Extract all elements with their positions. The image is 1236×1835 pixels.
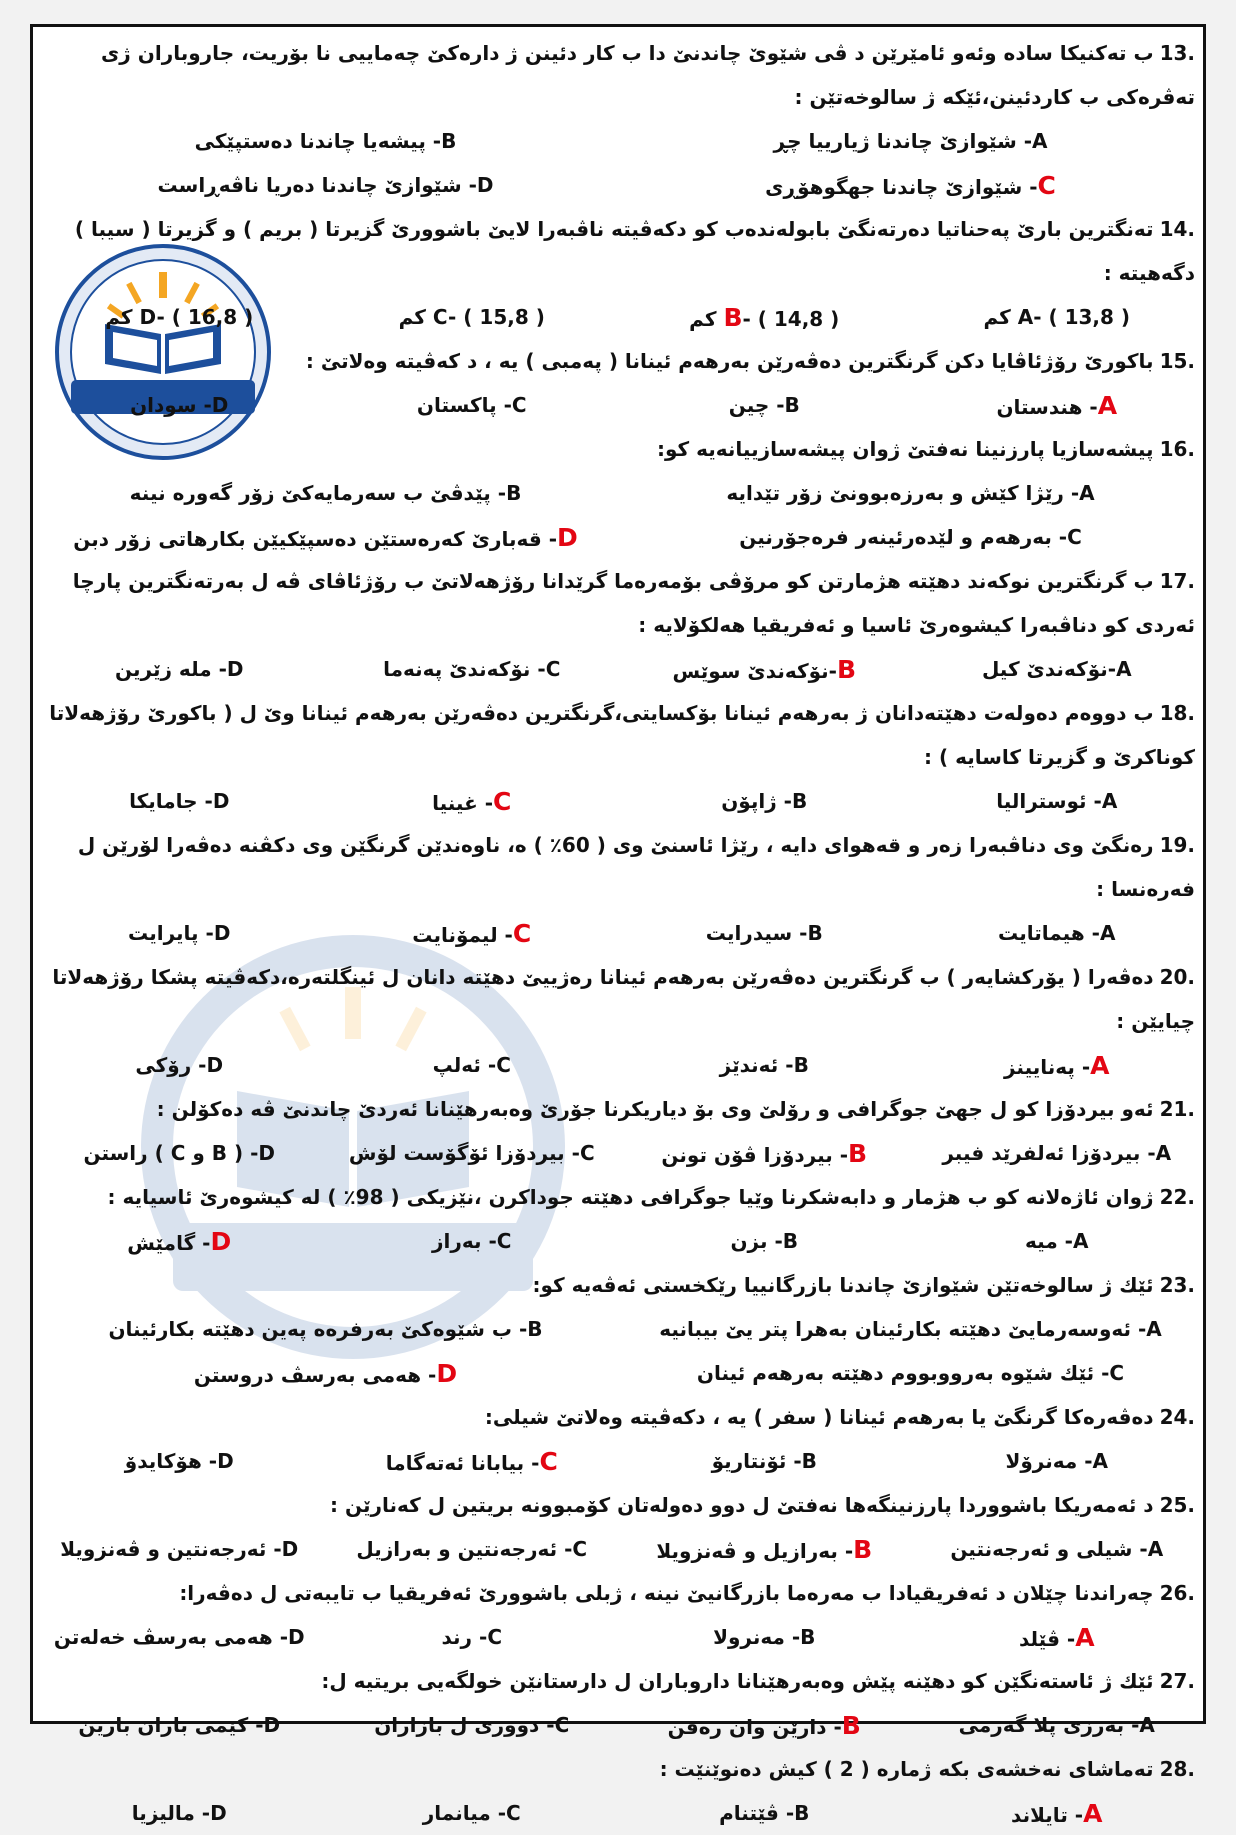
question-stem: [33, 955, 1203, 1043]
option-text: - رند: [441, 1625, 488, 1649]
option-letter: A: [1099, 921, 1116, 945]
option-d[interactable]: [33, 523, 618, 552]
option-letter: D: [217, 1449, 234, 1473]
option-text: - میە: [1025, 1229, 1073, 1253]
option-text: - بیردۆزا ئۆگۆست لۆش: [348, 1141, 580, 1165]
option-a[interactable]: [911, 921, 1204, 945]
option-letter: C: [539, 1446, 558, 1476]
option-a[interactable]: [618, 129, 1203, 153]
option-text: - میانمار: [422, 1801, 507, 1825]
option-text: - مەنرۆلا: [1005, 1449, 1093, 1473]
option-text: - بەرهەم و لێدەرئینەر فرەجۆرنین: [739, 525, 1068, 549]
option-text: - سیدرایت: [705, 921, 808, 945]
option-letter: A: [1032, 129, 1048, 153]
option-text: - ئەلپ: [432, 1053, 497, 1077]
option-letter: C: [572, 1537, 588, 1561]
option-letter: B: [800, 1625, 816, 1649]
options-row: [33, 1307, 1203, 1351]
question-15: [33, 339, 1203, 427]
question-text: دەڤەرا ( یۆركشایەر ) ب گرنگترین دەڤەرێن بەرهەم ئینانا رەژییێ دهێتە دانان ل ئینگلتەرە،دكەڤیتە پشكا رۆژهەلاتا چیایێن :: [52, 965, 1195, 1033]
option-letter: D: [436, 1358, 458, 1388]
question-stem: [33, 207, 1203, 295]
question-text: ب دووەم دەولەت دهێتەدانان ژ بەرهەم ئینانا بۆكسایتی،گرنگترین دەڤەرێن بەرهەم ئینانا وێ ل ( باكورێ رۆژهەلاتا كوناكرێ و گزیرتا كاسایە ) :: [49, 701, 1195, 769]
option-b[interactable]: [33, 1317, 618, 1341]
option-text: - پەنایینز: [1003, 1054, 1091, 1079]
option-c[interactable]: [618, 525, 1203, 549]
option-b[interactable]: [618, 1229, 911, 1253]
option-text: -نۆكەندێ كیل: [981, 657, 1117, 681]
option-a[interactable]: [911, 305, 1204, 329]
question-number: 18.: [1159, 701, 1195, 725]
question-text: دەڤەرەكا گرنگێ یا بەرهەم ئینانا ( سفر ) یە ، دكەڤیتە وەلاتێ شیلی:: [484, 1405, 1154, 1429]
question-17: [33, 559, 1203, 691]
question-stem: [33, 1483, 1203, 1527]
options-row: [33, 1043, 1203, 1087]
question-stem: [33, 1659, 1203, 1703]
option-letter: C: [432, 305, 449, 329]
question-number: 14.: [1159, 217, 1195, 241]
option-letter: D: [226, 657, 244, 681]
option-d[interactable]: [33, 305, 326, 329]
option-b[interactable]: [618, 1711, 911, 1740]
option-letter: C: [496, 1053, 511, 1077]
option-text: - رۆكی: [135, 1053, 207, 1077]
option-text: - پێدڤێ ب سەرمایەكێ زۆر گەورە نینە: [129, 481, 507, 505]
option-c[interactable]: [326, 1141, 619, 1165]
option-a[interactable]: [911, 1799, 1204, 1828]
option-letter: D: [211, 393, 229, 417]
question-14: [33, 207, 1203, 339]
option-text: - سودان: [130, 393, 212, 417]
option-letter: A: [1075, 1622, 1095, 1652]
option-text: - ڤێتنام: [719, 1801, 795, 1825]
option-d[interactable]: [33, 1713, 326, 1737]
option-text: - ( 16,8 ) كم: [105, 305, 254, 329]
option-text: - پیشەیا چاندنا دەستپێكی: [194, 129, 442, 153]
options-row: [33, 163, 1203, 207]
option-letter: A: [1017, 305, 1034, 329]
exam-sheet: [30, 24, 1206, 1828]
question-text: تەنگترین بارێ پەحناتیا دەرتەنگێ بابولەندەب كو دكەڤیتە ناڤبەرا لایێ باشوورێ گزیرتا ( بریم ) و گزیرتا ( سیبا ) دگەهیتە :: [74, 217, 1195, 285]
option-letter: B: [723, 302, 743, 332]
option-d[interactable]: [33, 921, 326, 945]
option-c[interactable]: [326, 305, 619, 329]
question-23: [33, 1263, 1203, 1395]
option-letter: D: [281, 1537, 299, 1561]
question-number: 24.: [1159, 1405, 1195, 1429]
question-stem: [33, 823, 1203, 911]
option-c[interactable]: [326, 1625, 619, 1649]
option-text: - هەمی بەرسڤ خەلەتن: [53, 1625, 289, 1649]
option-d[interactable]: [33, 173, 618, 197]
options-row: [33, 515, 1203, 559]
question-text: ئەو بیردۆزا كو ل جهێ جوگرافی و رۆلێ وی بۆ دیاریكرنا جۆرێ وەبەرهێنانا ئەردێ چاندنێ ڤە دەكۆلن :: [156, 1097, 1154, 1121]
option-letter: B: [792, 789, 808, 813]
question-stem: [33, 1571, 1203, 1615]
question-text: ژوان ئاژەلانە كو ب هژمار و دابەشكرنا وێیا جوگرافی دهێتە جوداكرن ،نێزیكی ( 98٪ ) لە كیشوەرێ ئاسیایە :: [107, 1185, 1154, 1209]
option-letter: C: [579, 1141, 595, 1165]
question-24: [33, 1395, 1203, 1483]
options-row: [33, 383, 1203, 427]
option-b[interactable]: [618, 1139, 911, 1168]
options-row: [33, 295, 1203, 339]
option-letter: B: [793, 1053, 809, 1077]
option-letter: D: [263, 1713, 281, 1737]
option-c[interactable]: [326, 1537, 619, 1561]
question-number: 28.: [1159, 1757, 1195, 1781]
option-text: - بزن: [730, 1229, 783, 1253]
options-row: [33, 1439, 1203, 1483]
option-letter: B: [841, 1710, 861, 1740]
option-b[interactable]: [33, 129, 618, 153]
option-text: - جامایكا: [129, 789, 213, 813]
option-a[interactable]: [911, 1537, 1204, 1561]
option-text: - ( B و C ) راستن: [83, 1141, 259, 1165]
option-d[interactable]: [33, 393, 326, 417]
option-letter: A: [1090, 1050, 1110, 1080]
option-a[interactable]: [911, 1713, 1204, 1737]
question-number: 15.: [1159, 349, 1195, 373]
question-stem: [33, 339, 1203, 383]
option-letter: B: [836, 654, 856, 684]
question-19: [33, 823, 1203, 955]
option-text: - تایلاند: [1011, 1802, 1084, 1827]
option-letter: D: [212, 789, 230, 813]
options-row: [33, 779, 1203, 823]
option-d[interactable]: [33, 1625, 326, 1649]
option-letter: A: [1155, 1141, 1172, 1165]
option-text: - ب شێوەكێ بەرفرەه پەین دهێتە بكارئینان: [108, 1317, 528, 1341]
question-16: [33, 427, 1203, 559]
option-a[interactable]: [911, 1623, 1204, 1652]
question-number: 25.: [1159, 1493, 1195, 1517]
option-text: - بەراز: [432, 1229, 497, 1253]
option-c[interactable]: [618, 171, 1203, 200]
option-letter: C: [493, 786, 512, 816]
option-text: - رێژا كێش و بەرزەبوونێ زۆر تێدایە: [726, 481, 1080, 505]
options-row: [33, 1131, 1203, 1175]
question-number: 17.: [1159, 569, 1195, 593]
option-d[interactable]: [33, 1227, 326, 1256]
question-number: 23.: [1159, 1273, 1195, 1297]
option-letter: A: [1072, 1229, 1089, 1253]
question-21: [33, 1087, 1203, 1175]
option-b[interactable]: [618, 1053, 911, 1077]
option-letter: B: [853, 1534, 873, 1564]
question-stem: [33, 1747, 1203, 1791]
options-row: [33, 119, 1203, 163]
option-letter: B: [441, 129, 457, 153]
option-d[interactable]: [33, 1537, 326, 1561]
option-text: - مەنرولا: [713, 1625, 801, 1649]
option-a[interactable]: [911, 657, 1204, 681]
option-a[interactable]: [618, 481, 1203, 505]
option-text: - شێوازێ چاندنا ژیارییا چڕ: [773, 129, 1032, 153]
options-row: [33, 911, 1203, 955]
option-letter: C: [1037, 170, 1056, 200]
option-a[interactable]: [911, 1141, 1204, 1165]
option-letter: B: [807, 921, 823, 945]
option-letter: D: [557, 522, 578, 552]
question-text: ئێك ژ سالوخەتێن شێوازێ چاندنا بازرگانییا رێكخستی ئەڤەیە كو:: [532, 1273, 1154, 1297]
option-letter: C: [512, 918, 532, 948]
option-letter: C: [1067, 525, 1082, 549]
question-number: 26.: [1159, 1581, 1195, 1605]
question-20: [33, 955, 1203, 1087]
option-text: - نۆكەندێ پەنەما: [383, 657, 546, 681]
question-number: 22.: [1159, 1185, 1195, 1209]
option-c[interactable]: [326, 393, 619, 417]
question-stem: [33, 1263, 1203, 1307]
question-number: 27.: [1159, 1669, 1195, 1693]
option-d[interactable]: [33, 1801, 326, 1825]
question-text: باكورێ رۆژئاڤایا دكن گرنگترین دەڤەرێن بەرهەم ئینانا ( پەمبی ) یە ، د كەڤیتە وەلاتێ :: [305, 349, 1154, 373]
option-text: - شیلی و ئەرجەنتین: [950, 1537, 1148, 1561]
option-text: - ژاپۆن: [721, 789, 792, 813]
options-row: [33, 471, 1203, 515]
option-letter: B: [801, 1449, 817, 1473]
question-stem: [33, 1087, 1203, 1131]
option-text: - دووری ل بازاران: [374, 1713, 555, 1737]
option-letter: C: [506, 1801, 521, 1825]
option-text: -نۆكەندێ سوێس: [672, 658, 837, 683]
option-d[interactable]: [33, 1359, 618, 1388]
option-letter: D: [288, 1625, 305, 1649]
option-text: - ملە زێرین: [115, 657, 227, 681]
option-c[interactable]: [326, 1053, 619, 1077]
option-letter: B: [848, 1138, 868, 1168]
option-text: - شێوازێ چاندنا جهگوهۆڕی: [765, 174, 1038, 199]
option-letter: D: [210, 1226, 232, 1256]
option-b[interactable]: [618, 789, 911, 813]
question-text: ئێك ژ ئاستەنگێن كو دهێنە پێش وەبەرهێنانا داروباران ل دارستانێن خولگەیی بریتیە ل:: [321, 1669, 1154, 1693]
option-text: - ئێك شێوە بەرووبووم دهێتە بەرهەم ئینان: [696, 1361, 1110, 1385]
option-text: - شێوازێ چاندنا دەریا ناڤەڕاست: [157, 173, 477, 197]
option-letter: B: [784, 393, 800, 417]
question-text: ب تەكنیكا سادە وئەو ئامێرێن د ڤی شێوێ چاندنێ دا ب كار دئینن ژ دارەكێ چەماییی نا بۆریت، جاروباران ژی تەڤرەكی ب كاردئینن،ئێكە ژ سالوخەتێن :: [100, 41, 1195, 109]
option-b[interactable]: [618, 303, 911, 332]
option-d[interactable]: [33, 1141, 326, 1165]
question-number: 19.: [1159, 833, 1195, 857]
question-number: 16.: [1159, 437, 1195, 461]
option-c[interactable]: [326, 1447, 619, 1476]
option-letter: D: [210, 1801, 227, 1825]
option-letter: C: [511, 393, 527, 417]
question-25: [33, 1483, 1203, 1571]
option-text: - پایرایت: [128, 921, 214, 945]
question-18: [33, 691, 1203, 823]
option-letter: D: [213, 921, 231, 945]
question-number: 21.: [1159, 1097, 1195, 1121]
option-letter: A: [1147, 1537, 1164, 1561]
option-letter: D: [258, 1141, 276, 1165]
option-letter: D: [476, 173, 494, 197]
option-letter: A: [1139, 1713, 1155, 1737]
option-text: - ئوسترالیا: [996, 789, 1102, 813]
option-text: - پاكستان: [416, 393, 512, 417]
option-text: - لیمۆنایت: [412, 922, 513, 947]
option-letter: A: [1146, 1317, 1162, 1341]
option-text: - ئۆنتاریۆ: [711, 1449, 802, 1473]
option-a[interactable]: [911, 1051, 1204, 1080]
option-text: - ڤێلد: [1018, 1626, 1076, 1651]
option-d[interactable]: [33, 789, 326, 813]
option-text: - ( 13,8 ) كم: [983, 305, 1131, 329]
option-text: - بیردۆزا ئەلفرێد فیبر: [942, 1141, 1156, 1165]
option-b[interactable]: [618, 393, 911, 417]
option-c[interactable]: [326, 1229, 619, 1253]
option-letter: C: [487, 1625, 503, 1649]
option-text: - بەرزی پلا گەرمی: [958, 1713, 1140, 1737]
question-text: چەراندنا چێلان د ئەفریقیادا ب مەرەما بازرگانیێ نینە ، ژبلی باشوورێ ئەفریقیا ب تایبەتی ل دەڤەرا:: [179, 1581, 1154, 1605]
option-d[interactable]: [33, 1053, 326, 1077]
option-letter: A: [1083, 1798, 1103, 1828]
option-a[interactable]: [911, 789, 1204, 813]
options-row: [33, 1219, 1203, 1263]
question-text: ب گرنگترین نوكەند دهێتە هژمارتن كو مرۆڤی بۆمەرەما گرێدانا رۆژهەلاتێ ب رۆژئاڤای ڤە ل بەرتەنگترین پارچا ئەردی كو دناڤبەرا كیشوەرێ ئاسیا و ئەفریقیا هەلكۆلایە :: [72, 569, 1195, 637]
option-c[interactable]: [326, 787, 619, 816]
option-c[interactable]: [326, 657, 619, 681]
option-letter: A: [1092, 1449, 1109, 1473]
option-text: - هیماتایت: [998, 921, 1100, 945]
question-text: تەماشای نەخشەی بكە ژمارە ( 2 ) كیش دەنوێنێت :: [659, 1757, 1154, 1781]
option-letter: C: [1109, 1361, 1125, 1385]
options-row: [33, 647, 1203, 691]
options-row: [33, 1527, 1203, 1571]
option-text: - بەرازیل و ڤەنزویلا: [656, 1538, 854, 1563]
option-letter: A: [1079, 481, 1095, 505]
options-row: [33, 1703, 1203, 1747]
option-letter: B: [794, 1801, 810, 1825]
options-row: [33, 1791, 1203, 1835]
option-text: - دارێن وان رەقن: [667, 1714, 842, 1739]
option-text: - چین: [728, 393, 785, 417]
question-number: 20.: [1159, 965, 1195, 989]
option-letter: D: [206, 1053, 224, 1077]
option-letter: B: [782, 1229, 799, 1253]
question-26: [33, 1571, 1203, 1659]
option-text: - ئەوسەرمایێ دهێتە بكارئینان بەهرا پتر یێ بیبانیە: [659, 1317, 1147, 1341]
option-text: - هۆكایدۆ: [124, 1449, 218, 1473]
option-text: - كێمی باران بارین: [78, 1713, 264, 1737]
option-text: - هندستان: [996, 394, 1098, 419]
option-text: - ئەرجەنتین و ڤەنزویلا: [60, 1537, 282, 1561]
question-stem: [33, 1175, 1203, 1219]
question-stem: [33, 31, 1203, 119]
question-27: [33, 1659, 1203, 1747]
option-text: - بیردۆزا ڤۆن تونن: [661, 1142, 849, 1167]
option-a[interactable]: [911, 1229, 1204, 1253]
option-text: - هەمی بەرسڤ دروستن: [193, 1362, 437, 1387]
option-c[interactable]: [326, 919, 619, 948]
question-stem: [33, 1395, 1203, 1439]
option-b[interactable]: [618, 655, 911, 684]
option-b[interactable]: [33, 481, 618, 505]
option-text: - غینیا: [432, 790, 494, 815]
option-b[interactable]: [618, 1801, 911, 1825]
question-stem: [33, 427, 1203, 471]
option-a[interactable]: [911, 391, 1204, 420]
question-13: [33, 31, 1203, 207]
option-b[interactable]: [618, 1535, 911, 1564]
option-text: - بیابانا ئەتەگاما: [385, 1450, 540, 1475]
option-a[interactable]: [911, 1449, 1204, 1473]
question-text: پیشەسازیا پارزنینا نەفتێ ژوان پیشەسازییانەیە كو:: [657, 437, 1154, 461]
option-letter: A: [1097, 390, 1118, 420]
option-text: - ئەرجەنتین و بەرازیل: [356, 1537, 573, 1561]
option-letter: C: [496, 1229, 512, 1253]
option-b[interactable]: [618, 1449, 911, 1473]
option-c[interactable]: [326, 1801, 619, 1825]
option-letter: D: [139, 305, 157, 329]
question-stem: [33, 559, 1203, 647]
option-text: - ( 14,8 ) كم: [689, 306, 840, 331]
option-c[interactable]: [618, 1361, 1203, 1385]
option-text: - ( 15,8 ) كم: [398, 305, 545, 329]
option-a[interactable]: [618, 1317, 1203, 1341]
options-row: [33, 1615, 1203, 1659]
option-text: - گامێش: [127, 1230, 211, 1255]
question-text: د ئەمەریكا باشووردا پارزنینگەها نەفتێ ل دوو دەولەتان كۆمبوونە بریتین ل كەنارێن :: [330, 1493, 1154, 1517]
option-letter: B: [527, 1317, 543, 1341]
question-28: [33, 1747, 1203, 1835]
option-letter: C: [554, 1713, 570, 1737]
option-text: - ئەندێز: [719, 1053, 794, 1077]
options-row: [33, 1351, 1203, 1395]
option-letter: A: [1101, 789, 1118, 813]
option-letter: B: [506, 481, 522, 505]
option-text: - قەبارێ كەرەستێن دەسپێكیێن بكارهاتی زۆر دبن: [73, 526, 557, 551]
option-letter: A: [1116, 657, 1132, 681]
question-number: 13.: [1159, 41, 1195, 65]
option-b[interactable]: [618, 1625, 911, 1649]
option-d[interactable]: [33, 657, 326, 681]
question-text: رەنگێ وی دناڤبەرا زەر و قەهوای دایە ، رێژا ئاسنێ وی ( 60٪ ) ە، ناوەندێن گرنگێن وی دكڤنە دەڤەرا لۆرێن ل فەرەنسا :: [77, 833, 1195, 901]
option-text: - مالیزیا: [131, 1801, 211, 1825]
questions-container: [33, 27, 1203, 1828]
option-b[interactable]: [618, 921, 911, 945]
option-c[interactable]: [326, 1713, 619, 1737]
option-d[interactable]: [33, 1449, 326, 1473]
question-22: [33, 1175, 1203, 1263]
question-stem: [33, 691, 1203, 779]
option-letter: C: [545, 657, 561, 681]
